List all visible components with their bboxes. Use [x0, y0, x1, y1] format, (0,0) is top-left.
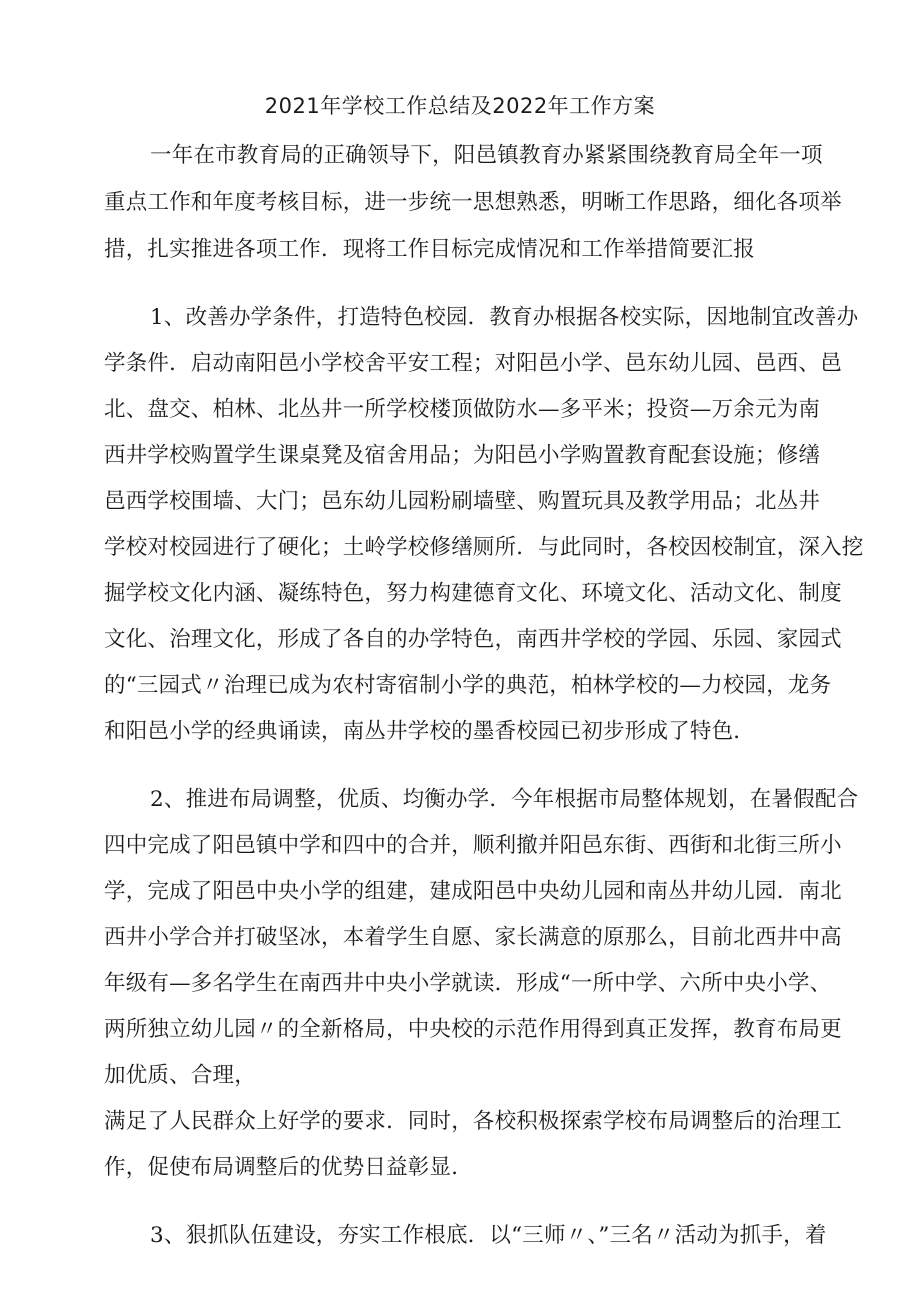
- section-1-line-8: 文化、治理文化，形成了各自的办学特色，南西井学校的学园、乐园、家园式: [104, 627, 842, 652]
- section-2-line-1: 2、推进布局调整，优质、均衡办学．今年根据市局整体规划，在暑假配合: [150, 787, 859, 812]
- intro-line-1: 一年在市教育局的正确领导下，阳邑镇教育办紧紧围绕教育局全年一项: [150, 143, 823, 168]
- section-2-line-6: 两所独立幼儿园〃的全新格局，中央校的示范作用得到真正发挥，教育布局更: [104, 1017, 842, 1042]
- section-1-line-9: 的“三园式〃治理已成为农村寄宿制小学的典范，柏林学校的—力校园，龙务: [104, 673, 832, 698]
- section-2-line-8: 满足了人民群众上好学的要求．同时，各校积极探索学校布局调整后的治理工: [104, 1109, 842, 1134]
- section-2-line-7: 加优质、合理，: [104, 1063, 256, 1088]
- document-title: 2021年学校工作总结及2022年工作方案: [264, 94, 656, 118]
- section-1-line-2: 学条件．启动南阳邑小学校舍平安工程；对阳邑小学、邑东幼儿园、邑西、邑: [104, 351, 842, 376]
- section-2-line-4: 西井小学合并打破坚冰，本着学生自愿、家长满意的原那么，目前北西井中高: [104, 925, 842, 950]
- section-2-line-5: 年级有—多名学生在南西井中央小学就读．形成“一所中学、六所中央小学、: [104, 971, 832, 996]
- section-3-line-1: 3、狠抓队伍建设，夯实工作根底．以“三师〃、”三名〃活动为抓手，着: [150, 1223, 827, 1248]
- section-1-line-6: 学校对校园进行了硬化；土岭学校修缮厕所．与此同时，各校因校制宜，深入挖: [104, 535, 864, 560]
- section-2-line-9: 作，促使布局调整后的优势日益彰显．: [104, 1155, 473, 1180]
- intro-line-2: 重点工作和年度考核目标，进一步统一思想熟悉，明晰工作思路，细化各项举: [104, 190, 842, 215]
- section-1-line-7: 掘学校文化内涵、凝练特色，努力构建德育文化、环境文化、活动文化、制度: [104, 581, 842, 606]
- section-1-line-10: 和阳邑小学的经典诵读，南丛井学校的墨香校园已初步形成了特色．: [104, 719, 756, 744]
- section-1-line-5: 邑西学校围墙、大门；邑东幼儿园粉刷墙壁、购置玩具及教学用品；北丛井: [104, 489, 821, 514]
- section-1-line-4: 西井学校购置学生课桌凳及宿舍用品；为阳邑小学购置教育配套设施；修缮: [104, 443, 821, 468]
- section-1-line-3: 北、盘交、柏林、北丛井一所学校楼顶做防水—多平米；投资—万余元为南: [104, 397, 821, 422]
- section-2-line-3: 学，完成了阳邑中央小学的组建，建成阳邑中央幼儿园和南丛井幼儿园．南北: [104, 879, 842, 904]
- intro-line-3: 措，扎实推进各项工作．现将工作目标完成情况和工作举措简要汇报: [104, 237, 756, 262]
- section-2-line-2: 四中完成了阳邑镇中学和四中的合并，顺利撤并阳邑东街、西街和北街三所小: [104, 833, 842, 858]
- section-1-line-1: 1、改善办学条件，打造特色校园．教育办根据各校实际，因地制宜改善办: [150, 305, 859, 330]
